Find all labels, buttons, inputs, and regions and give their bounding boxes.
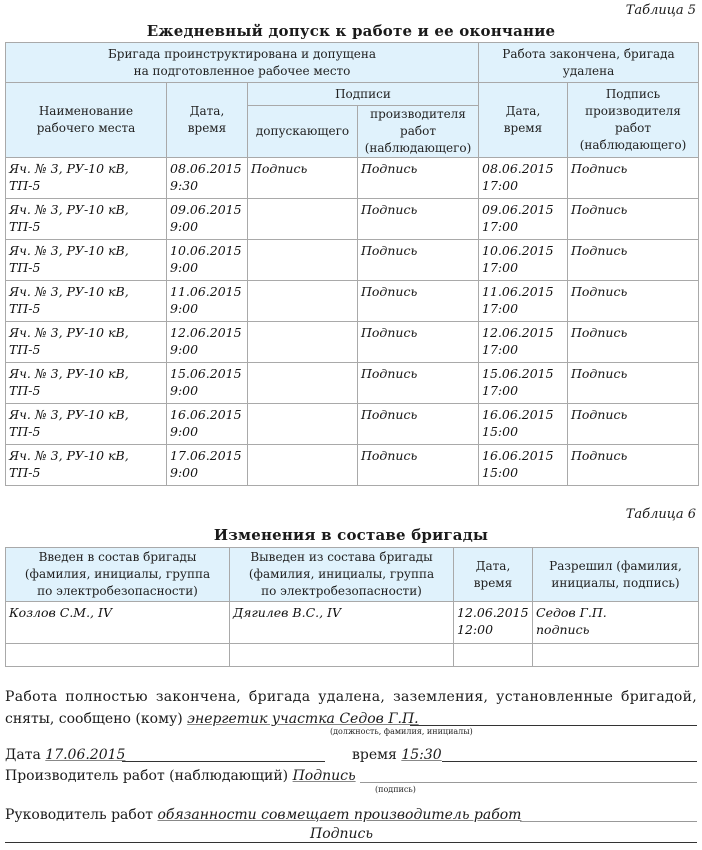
producer-line: Производитель работ (наблюдающий) Подпись xyxy=(5,768,356,784)
table-row xyxy=(6,404,699,445)
workplace-cell: Яч. № 3, РУ-10 кВ, ТП-5 xyxy=(6,404,167,445)
producer-caption: (подпись) xyxy=(375,785,416,794)
notified-caption: (должность, фамилия, инициалы) xyxy=(330,727,473,736)
table-row xyxy=(6,602,699,644)
admitting-signature-cell xyxy=(248,445,358,486)
workplace-cell: Яч. № 3, РУ-10 кВ, ТП-5 xyxy=(6,445,167,486)
end-signature-cell: Подпись xyxy=(568,240,699,281)
datetime-cell: 15.06.2015 9:00 xyxy=(167,363,248,404)
workplace-cell: Яч. № 3, РУ-10 кВ, ТП-5 xyxy=(6,322,167,363)
notified-underline xyxy=(410,725,697,726)
end-datetime-cell: 16.06.2015 15:00 xyxy=(479,404,568,445)
producer-signature-cell: Подпись xyxy=(358,199,479,240)
date-line: Дата 17.06.2015 xyxy=(5,747,126,763)
end-signature-cell: Подпись xyxy=(568,445,699,486)
header-admitting: допускающего xyxy=(248,106,358,158)
table-row xyxy=(6,158,699,199)
admitting-signature-cell xyxy=(248,240,358,281)
datetime-cell: 12.06.2015 9:00 xyxy=(167,322,248,363)
admitting-signature-cell xyxy=(248,199,358,240)
datetime-cell: 08.06.2015 9:30 xyxy=(167,158,248,199)
producer-signature-cell: Подпись xyxy=(358,445,479,486)
producer-signature-cell: Подпись xyxy=(358,322,479,363)
header-allowed: Разрешил (фамилия, инициалы, подпись) xyxy=(533,548,699,602)
end-datetime-cell: 16.06.2015 15:00 xyxy=(479,445,568,486)
table6-label: Таблица 6 xyxy=(625,507,696,522)
time-line: время 15:30 xyxy=(352,747,442,763)
end-signature-cell: Подпись xyxy=(568,404,699,445)
added-cell: Козлов С.М., IV xyxy=(6,602,230,644)
removed-cell xyxy=(230,644,454,667)
producer-signature-cell: Подпись xyxy=(358,363,479,404)
added-cell xyxy=(6,644,230,667)
header-end-datetime: Дата, время xyxy=(479,83,568,158)
workplace-cell: Яч. № 3, РУ-10 кВ, ТП-5 xyxy=(6,240,167,281)
admitting-signature-cell xyxy=(248,363,358,404)
producer-signature-cell: Подпись xyxy=(358,158,479,199)
table-row xyxy=(6,363,699,404)
workplace-cell: Яч. № 3, РУ-10 кВ, ТП-5 xyxy=(6,199,167,240)
daily-admission-table xyxy=(5,42,699,486)
header-datetime: Дата, время xyxy=(167,83,248,158)
datetime-cell: 17.06.2015 9:00 xyxy=(167,445,248,486)
admitting-signature-cell: Подпись xyxy=(248,158,358,199)
manager-value: обязанности совмещает производитель работ xyxy=(157,807,522,823)
date-value: 17.06.2015 xyxy=(45,747,126,763)
header-group-finished: Работа закончена, бригада удалена xyxy=(479,43,699,83)
header-added: Введен в состав бригады (фамилия, инициалы, группа по электробезопасности) xyxy=(6,548,230,602)
table6-title: Изменения в составе бригады xyxy=(213,526,489,544)
header-group-admitted: Бригада проинструктирована и допущена на подготовленное рабочее место xyxy=(6,43,479,83)
workplace-cell: Яч. № 3, РУ-10 кВ, ТП-5 xyxy=(6,363,167,404)
header-end-signature: Подпись производителя работ (наблюдающего) xyxy=(568,83,699,158)
header-workplace: Наименование рабочего места xyxy=(6,83,167,158)
allowed-cell: Седов Г.П. подпись xyxy=(533,602,699,644)
completion-text-line1: Работа полностью закончена, бригада удалена, заземления, установленные бригадой, xyxy=(5,689,697,705)
notified-line: сняты, сообщено (кому) энергетик участка Седов Г.П. xyxy=(5,711,419,727)
workplace-cell: Яч. № 3, РУ-10 кВ, ТП-5 xyxy=(6,158,167,199)
change-datetime-cell: 12.06.2015 12:00 xyxy=(454,602,533,644)
table-row xyxy=(6,644,699,667)
header-removed: Выведен из состава бригады (фамилия, инициалы, группа по электробезопасности) xyxy=(230,548,454,602)
change-datetime-cell xyxy=(454,644,533,667)
producer-signature-cell: Подпись xyxy=(358,281,479,322)
allowed-cell xyxy=(533,644,699,667)
datetime-cell: 16.06.2015 9:00 xyxy=(167,404,248,445)
manager-line: Руководитель работ обязанности совмещает производитель работ xyxy=(5,807,522,823)
table5-label: Таблица 5 xyxy=(625,3,696,18)
header-change-datetime: Дата, время xyxy=(454,548,533,602)
table-row xyxy=(6,199,699,240)
end-signature-cell: Подпись xyxy=(568,281,699,322)
table-row xyxy=(6,322,699,363)
time-underline xyxy=(442,761,697,762)
table-row xyxy=(6,281,699,322)
end-datetime-cell: 09.06.2015 17:00 xyxy=(479,199,568,240)
date-underline xyxy=(122,761,325,762)
datetime-cell: 10.06.2015 9:00 xyxy=(167,240,248,281)
table5-title: Ежедневный допуск к работе и ее окончание xyxy=(146,22,556,40)
end-datetime-cell: 10.06.2015 17:00 xyxy=(479,240,568,281)
header-producer: производителя работ (наблюдающего) xyxy=(358,106,479,158)
time-value: 15:30 xyxy=(401,747,442,763)
end-signature-cell: Подпись xyxy=(568,199,699,240)
end-signature-cell: Подпись xyxy=(568,322,699,363)
end-datetime-cell: 15.06.2015 17:00 xyxy=(479,363,568,404)
brigade-changes-table xyxy=(5,547,699,667)
end-datetime-cell: 08.06.2015 17:00 xyxy=(479,158,568,199)
producer-signature: Подпись xyxy=(292,768,356,784)
manager-signature: Подпись xyxy=(310,826,374,842)
notified-value: энергетик участка Седов Г.П. xyxy=(187,711,419,727)
datetime-cell: 09.06.2015 9:00 xyxy=(167,199,248,240)
table-row xyxy=(6,240,699,281)
admitting-signature-cell xyxy=(248,404,358,445)
header-signatures: Подписи xyxy=(248,83,479,106)
end-signature-cell: Подпись xyxy=(568,363,699,404)
table-row xyxy=(6,445,699,486)
admitting-signature-cell xyxy=(248,281,358,322)
datetime-cell: 11.06.2015 9:00 xyxy=(167,281,248,322)
removed-cell: Дягилев В.С., IV xyxy=(230,602,454,644)
producer-signature-cell: Подпись xyxy=(358,240,479,281)
end-datetime-cell: 11.06.2015 17:00 xyxy=(479,281,568,322)
producer-underline xyxy=(360,782,697,783)
manager-underline xyxy=(520,821,697,822)
end-datetime-cell: 12.06.2015 17:00 xyxy=(479,322,568,363)
workplace-cell: Яч. № 3, РУ-10 кВ, ТП-5 xyxy=(6,281,167,322)
admitting-signature-cell xyxy=(248,322,358,363)
producer-signature-cell: Подпись xyxy=(358,404,479,445)
manager-sign-underline xyxy=(5,842,697,843)
end-signature-cell: Подпись xyxy=(568,158,699,199)
